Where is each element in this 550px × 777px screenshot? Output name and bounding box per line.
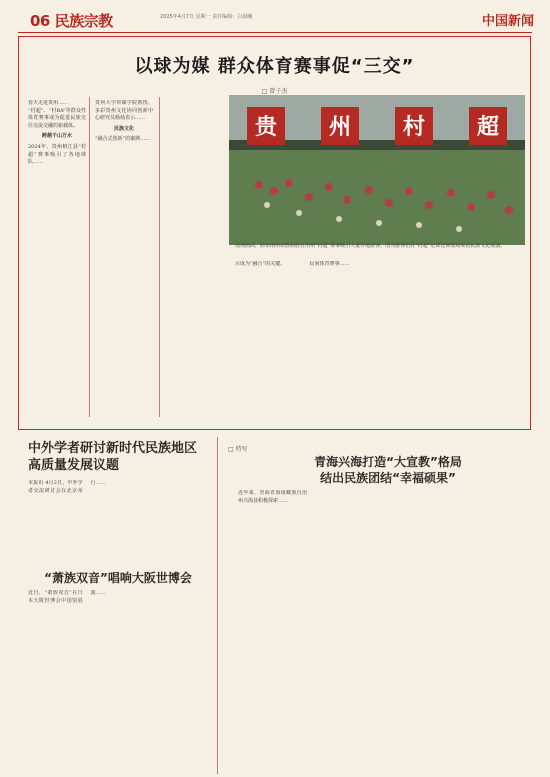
page-number: 06 民族宗教 [30, 12, 113, 30]
lead-column-2 [95, 100, 153, 415]
column-divider [159, 97, 160, 417]
paragraph: 贵州大学传媒学院教授、多彩贵州文化协同创新中心研究员杨灿表示…… [95, 100, 153, 122]
svg-text:村: 村 [402, 115, 426, 140]
header-rule [18, 32, 532, 33]
article-3-body [28, 590, 208, 774]
lead-byline: □ 曾子杰 [261, 88, 288, 95]
paragraph: 民间体育赛事…… [309, 261, 350, 267]
svg-text:贵: 贵 [254, 115, 278, 140]
subheading: 民族文化 [113, 125, 134, 132]
photo-caption: 现场画面，黔东南州苗族侗族自治州“村超”赛事吸引大量外地游客。图为游客们在“村超”足球比赛现场观看民族文化展演。 [235, 243, 506, 249]
subheading: 跨越千山万水 [41, 133, 72, 140]
paragraph: “村超”、“村BA”等群众性体育赛事成为促进民族交往交流交融的新载体。 [28, 107, 86, 129]
column-divider [217, 437, 218, 774]
paragraph: 2024年，贵州榕江县“村超”赛事吸引了各地球队…… [28, 143, 86, 166]
lead-title: 以球为媒 群众体育赛事促“三交” [134, 56, 415, 77]
paragraph: 示成为“融合”的关键。 [235, 261, 286, 267]
article-4-body [238, 490, 538, 774]
svg-text:超: 超 [476, 115, 500, 140]
article-2-title: 中外学者研讨新时代民族地区高质量发展议题 [28, 441, 198, 473]
article-4-title: 青海兴海打造“大宣教”格局 结出民族团结“幸福硕果” [314, 455, 462, 485]
paragraph: 近年来，青海省海南藏族自治州兴海县积极探索…… [238, 490, 307, 504]
column-divider [89, 97, 90, 417]
paragraph: 近日，“萧族双音”在日本大阪世博会中国馆展演…… [28, 590, 106, 604]
svg-text:州: 州 [328, 115, 352, 140]
paragraph: “融合式创新”的案例…… [95, 136, 151, 143]
article-2-body [28, 480, 208, 566]
paragraph: 本报讯 4月2日，中外学者交流研讨会在北京举行…… [28, 480, 106, 494]
paragraph: 春天走进贵州…… [28, 100, 69, 106]
lead-column-1 [28, 100, 86, 415]
lead-story-frame [18, 36, 531, 430]
newspaper-logo: 中国新闻 [481, 14, 534, 29]
page-meta: 2025年4月7日 星期一 责任编辑：白晨曦 [160, 14, 253, 20]
lead-photo [229, 95, 525, 245]
lead-lower-columns [235, 261, 525, 423]
photo-illustration [229, 95, 525, 245]
article-3-title: “萧族双音”唱响大阪世博会 [44, 571, 192, 585]
section-tag: □ 特写 [228, 446, 248, 453]
